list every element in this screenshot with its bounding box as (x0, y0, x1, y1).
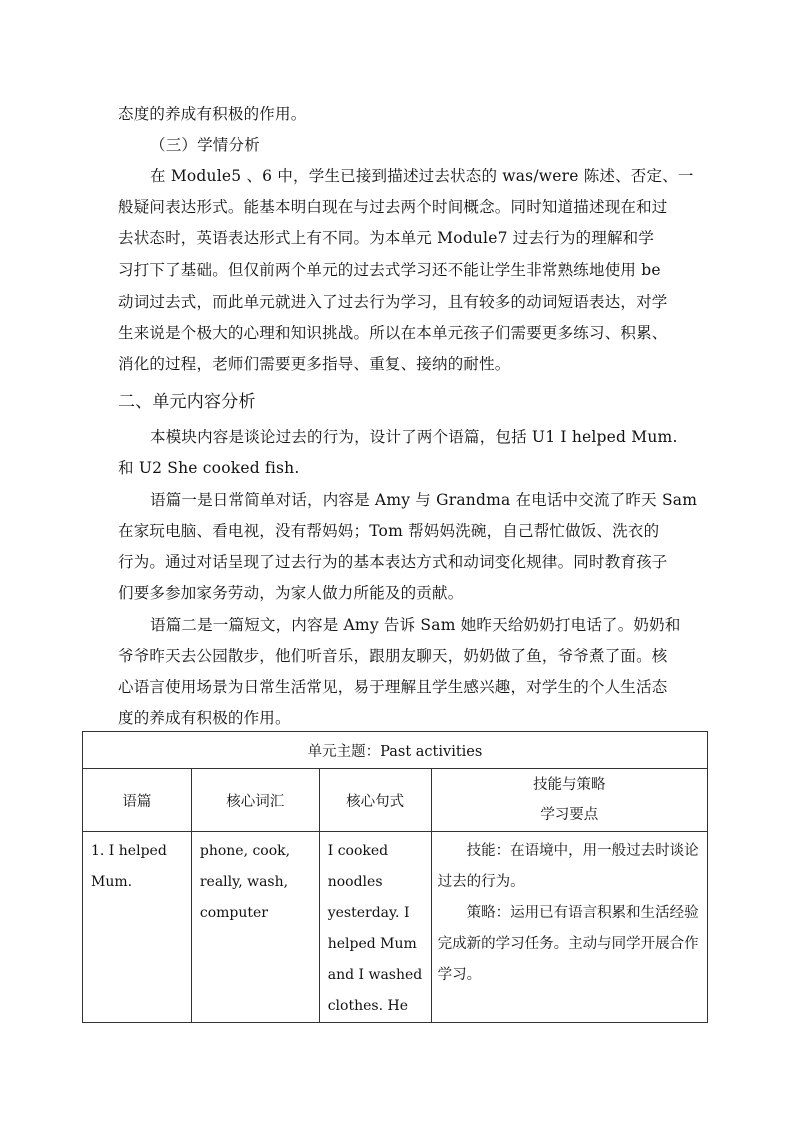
section-heading-unit-content: 二、单元内容分析 (118, 392, 256, 412)
paragraph-line: 习打下了基础。但仅前两个单元的过去式学习还不能让学生非常熟练地使用 be (118, 261, 661, 279)
paragraph-line: 们要多参加家务劳动，为家人做力所能及的贡献。 (118, 584, 464, 602)
cell-line: computer (199, 905, 268, 921)
cell-line: and I washed (327, 967, 423, 983)
paragraph-line: 消化的过程，老师们需要更多指导、重复、接纳的耐性。 (118, 355, 511, 373)
paragraph-line: 行为。通过对话呈现了过去行为的基本表达方式和动词变化规律。同时教育孩子 (118, 553, 668, 571)
paragraph-line: 和 U2 She cooked fish. (118, 459, 300, 477)
header-sentences: 核心句式 (319, 769, 431, 832)
table-theme-cell: 单元主题：Past activities (83, 732, 708, 769)
cell-line: Mum. (91, 874, 133, 890)
paragraph-line: 本模块内容是谈论过去的行为，设计了两个语篇，包括 U1 I helped Mum. (150, 428, 678, 446)
header-vocabulary: 核心词汇 (191, 769, 319, 832)
cell-vocabulary (191, 832, 319, 1023)
paragraph-line: 动词过去式，而此单元就进入了过去行为学习，且有较多的动词短语表达，对学 (118, 293, 668, 311)
header-key-points-label: 学习要点 (540, 807, 599, 823)
unit-table (82, 731, 708, 1023)
paragraph-line: 语篇一是日常简单对话，内容是 Amy 与 Grandma 在电话中交流了昨天 Sam (150, 491, 698, 509)
cell-text-title (83, 832, 192, 1023)
cell-line: helped Mum (327, 936, 417, 952)
header-skills-label: 技能与策略 (533, 777, 606, 793)
paragraph-line: 语篇二是一篇短文，内容是 Amy 告诉 Sam 她昨天给奶奶打电话了。奶奶和 (150, 616, 681, 634)
paragraph-line: 般疑问表达形式。能基本明白现在与过去两个时间概念。同时知道描述现在和过 (118, 198, 668, 216)
strategy-paragraph: 策略：运用已有语言积累和生活经验完成新的学习任务。主动与同学开展合作学习。 (437, 905, 699, 983)
section-heading-learner-analysis: （三）学情分析 (150, 136, 260, 154)
paragraph-line: 度的养成有积极的作用。 (118, 709, 291, 727)
paragraph-line: 在 Module5 、6 中，学生已接到描述过去状态的 was/were 陈述、否定、一 (150, 167, 694, 185)
header-skills-strategies (431, 769, 707, 832)
cell-skills-strategies (431, 832, 707, 1023)
intro-tail: 态度的养成有积极的作用。 (118, 105, 307, 123)
cell-line: 1. I helped (91, 843, 167, 859)
paragraph-line: 去状态时，英语表达形式上有不同。为本单元 Module7 过去行为的理解和学 (118, 229, 655, 247)
cell-line: I cooked (327, 843, 389, 859)
cell-line: clothes. He (327, 998, 408, 1014)
paragraph-line: 爷爷昨天去公园散步，他们听音乐，跟朋友聊天，奶奶做了鱼，爷爷煮了面。核 (118, 647, 668, 665)
cell-line: really, wash, (199, 874, 289, 890)
cell-line: noodles (327, 874, 383, 890)
skills-paragraph: 技能：在语境中，用一般过去时谈论过去的行为。 (437, 843, 699, 890)
paragraph-line: 生来说是个极大的心理和知识挑战。所以在本单元孩子们需要更多练习、积累、 (118, 324, 668, 342)
paragraph-line: 心语言使用场景为日常生活常见，易于理解且学生感兴趣，对学生的个人生活态 (118, 678, 668, 696)
header-text: 语篇 (83, 769, 192, 832)
cell-line: yesterday. I (327, 905, 410, 921)
paragraph-line: 在家玩电脑、看电视，没有帮妈妈；Tom 帮妈妈洗碗，自己帮忙做饭、洗衣的 (118, 522, 660, 540)
cell-sentences (319, 832, 431, 1023)
cell-line: phone, cook, (199, 843, 291, 859)
